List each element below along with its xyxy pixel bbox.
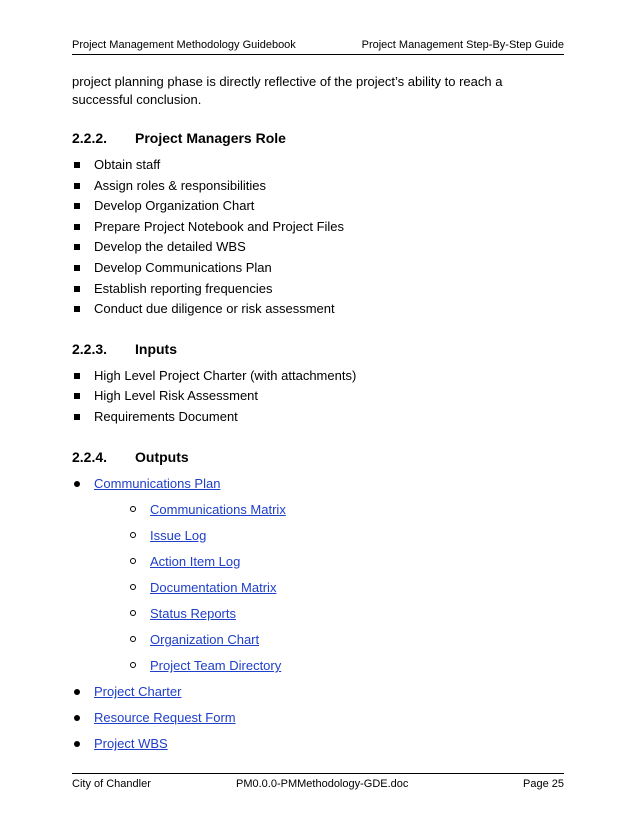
list-item-text: Conduct due diligence or risk assessment — [94, 301, 335, 317]
section-number: 2.2.3. — [72, 340, 108, 357]
sub-list-item — [94, 527, 564, 545]
square-bullet-icon — [74, 306, 80, 312]
list-item — [72, 735, 564, 753]
issue-log-link[interactable]: Issue Log — [150, 527, 207, 543]
documentation-matrix-link[interactable]: Documentation Matrix — [150, 579, 277, 595]
sub-list-item — [94, 579, 564, 597]
section-number: 2.2.4. — [72, 448, 108, 465]
list-item — [72, 683, 564, 701]
footer-filename: PM0.0.0-PMMethodology-GDE.doc — [236, 778, 409, 790]
list-item — [72, 258, 564, 279]
list-item-text: Assign roles & responsibilities — [94, 177, 266, 193]
sub-list-item — [94, 553, 564, 571]
list-item-text: Obtain staff — [94, 157, 161, 172]
round-bullet-icon — [74, 715, 80, 721]
resource-request-form-link[interactable]: Resource Request Form — [94, 710, 236, 726]
list-item — [72, 475, 564, 676]
roles-list — [72, 155, 564, 320]
list-item-text: Develop Organization Chart — [94, 198, 255, 214]
square-bullet-icon — [74, 203, 80, 209]
list-item — [72, 176, 564, 197]
list-item — [72, 299, 564, 320]
list-item — [72, 366, 564, 387]
round-bullet-icon — [74, 481, 80, 487]
list-item-text: Requirements Document — [94, 408, 238, 424]
list-item — [72, 217, 564, 238]
list-item-text: Establish reporting frequencies — [94, 280, 273, 296]
footer-organization: City of Chandler — [72, 778, 151, 790]
list-item — [72, 386, 564, 407]
section-title: Outputs — [135, 448, 189, 465]
hollow-circle-bullet-icon — [130, 662, 136, 668]
sub-list-item — [94, 657, 564, 675]
square-bullet-icon — [74, 162, 80, 168]
list-item — [72, 196, 564, 217]
action-item-log-link[interactable]: Action Item Log — [150, 553, 241, 569]
page-body — [72, 73, 564, 761]
project-wbs-link[interactable]: Project WBS — [94, 736, 168, 752]
list-item-text: Prepare Project Notebook and Project Files — [94, 218, 345, 234]
hollow-circle-bullet-icon — [130, 610, 136, 616]
square-bullet-icon — [74, 414, 80, 420]
sub-list-item — [94, 501, 564, 519]
section-heading — [72, 129, 564, 147]
round-bullet-icon — [74, 689, 80, 695]
section-project-managers-role — [72, 129, 564, 320]
section-heading — [72, 340, 564, 358]
section-title: Project Managers Role — [135, 130, 286, 146]
sub-list-item — [94, 605, 564, 623]
square-bullet-icon — [74, 373, 80, 379]
list-item-text: Develop the detailed WBS — [94, 239, 246, 255]
intro-paragraph: project planning phase is directly reflective of the project’s ability to reach a successful conclusion. — [72, 74, 503, 107]
page-footer — [72, 773, 564, 794]
section-inputs — [72, 340, 564, 428]
project-team-directory-link[interactable]: Project Team Directory — [150, 658, 282, 674]
communications-plan-link[interactable]: Communications Plan — [94, 475, 221, 491]
page-header — [72, 36, 564, 55]
list-item — [72, 155, 564, 176]
section-title: Inputs — [135, 340, 177, 357]
hollow-circle-bullet-icon — [130, 584, 136, 590]
square-bullet-icon — [74, 224, 80, 230]
round-bullet-icon — [74, 741, 80, 747]
list-item — [72, 709, 564, 727]
list-item-text: Develop Communications Plan — [94, 259, 272, 275]
header-right-title: Project Management Step-By-Step Guide — [361, 39, 564, 51]
organization-chart-link[interactable]: Organization Chart — [150, 632, 260, 647]
square-bullet-icon — [74, 244, 80, 250]
hollow-circle-bullet-icon — [130, 506, 136, 512]
square-bullet-icon — [74, 393, 80, 399]
outputs-list — [72, 475, 564, 754]
list-item-text: High Level Risk Assessment — [94, 388, 259, 404]
list-item-text: High Level Project Charter (with attachments) — [94, 367, 357, 383]
status-reports-link[interactable]: Status Reports — [150, 605, 236, 621]
communications-matrix-link[interactable]: Communications Matrix — [150, 501, 286, 517]
square-bullet-icon — [74, 183, 80, 189]
square-bullet-icon — [74, 265, 80, 271]
hollow-circle-bullet-icon — [130, 532, 136, 538]
project-charter-link[interactable]: Project Charter — [94, 684, 182, 700]
header-left-title: Project Management Methodology Guidebook — [72, 39, 296, 51]
inputs-list — [72, 366, 564, 428]
list-item — [72, 237, 564, 258]
square-bullet-icon — [74, 286, 80, 292]
footer-page-number: Page 25 — [523, 778, 564, 790]
sub-list-item — [94, 631, 564, 649]
list-item — [72, 279, 564, 300]
hollow-circle-bullet-icon — [130, 558, 136, 564]
section-number: 2.2.2. — [72, 130, 108, 146]
hollow-circle-bullet-icon — [130, 636, 136, 642]
section-outputs — [72, 448, 564, 754]
section-heading — [72, 448, 564, 466]
communications-plan-sublist — [94, 501, 564, 676]
list-item — [72, 407, 564, 428]
